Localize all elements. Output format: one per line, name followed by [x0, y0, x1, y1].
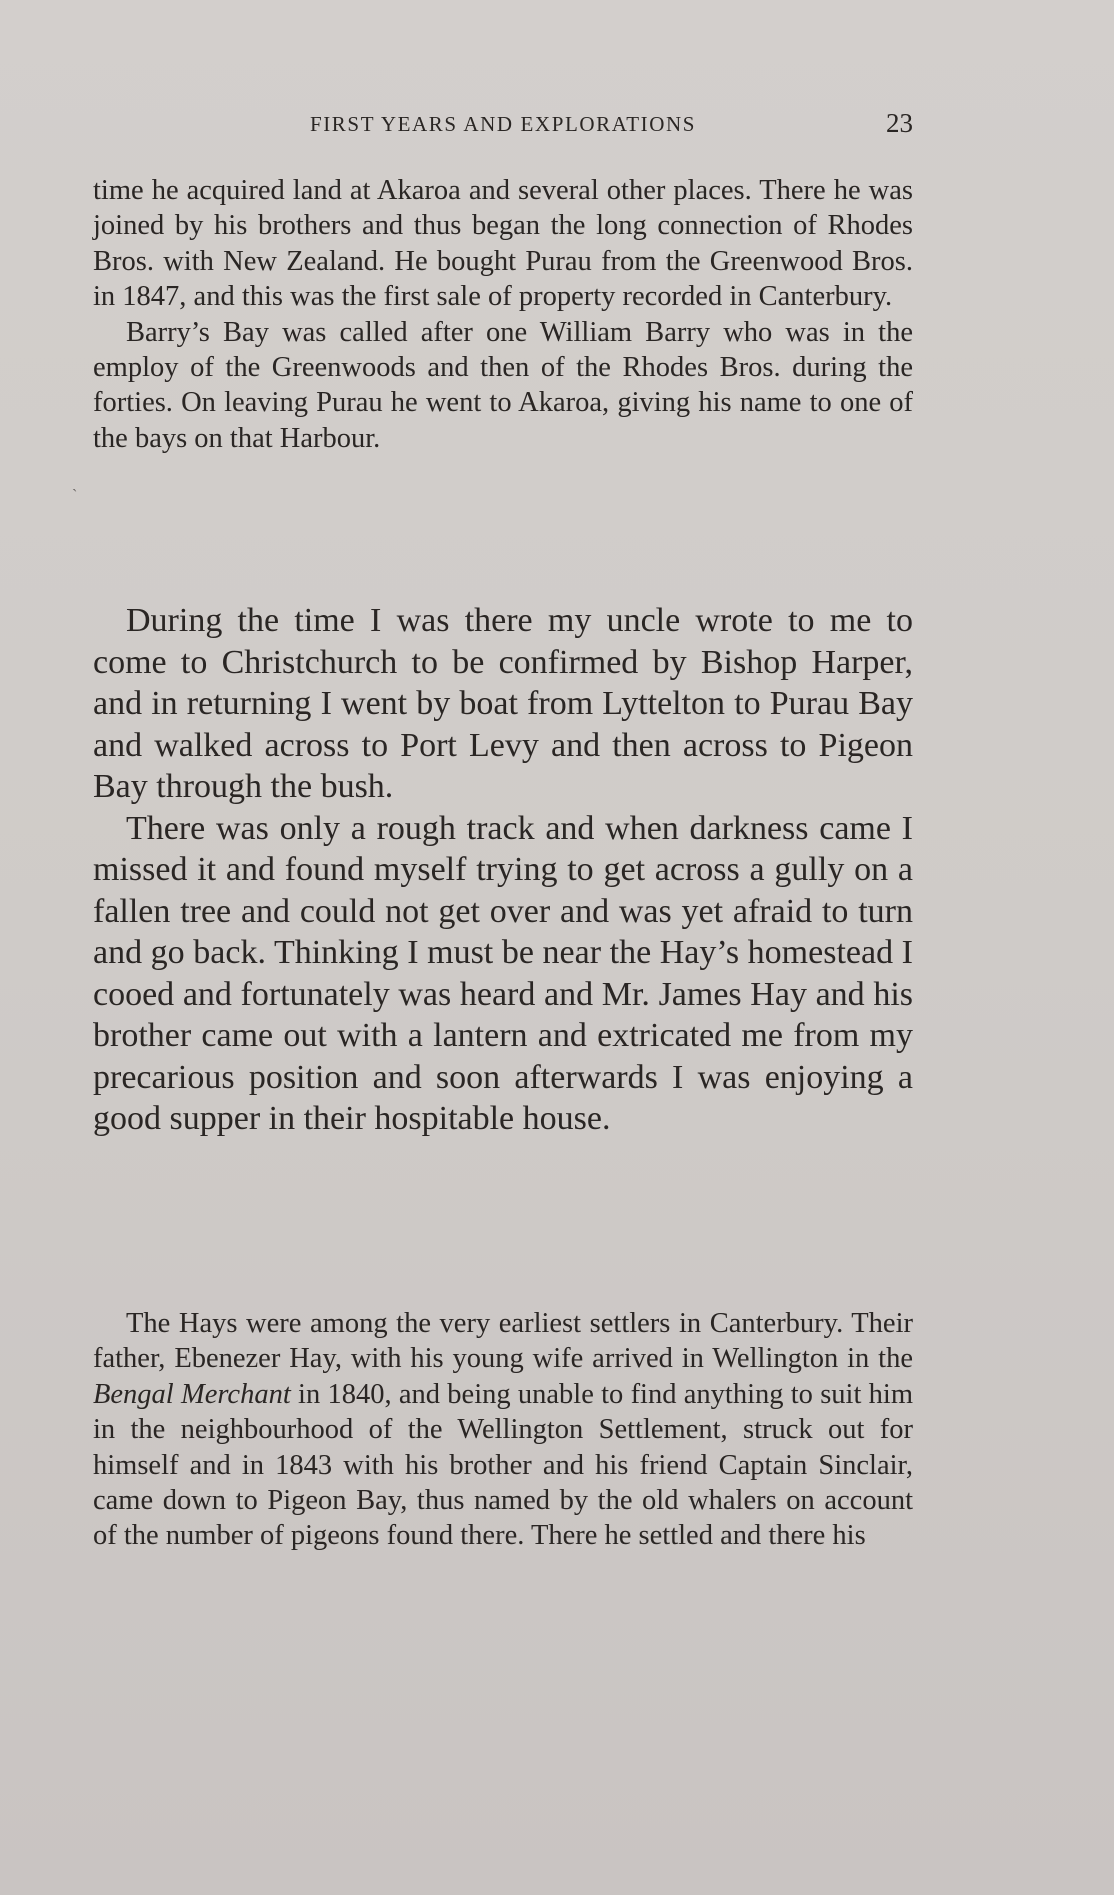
narrative-paragraph-2: There was only a rough track and when darkness came I missed it and found myself trying to get across a gully on a fallen tree and could not get over and was yet afraid to turn and go back. Thinking I must be near the Hay’s homestead I cooed and fortunately was heard and Mr. James Hay and his brother came out with a lantern and extricated me from my precarious position and soon afterwards I was enjoying a good supper in their hospitable house.: [93, 809, 913, 1137]
running-title: FIRST YEARS AND EXPLORATIONS: [309, 112, 697, 136]
main-narrative: [93, 600, 913, 1140]
note-text-start: The Hays were among the very earliest settlers in Canterbury. Their father, Ebenezer Hay, with his young wife arrived in Wellington in the: [93, 1308, 913, 1375]
note-text-end: in 1840, and being unable to find anything to suit him in the neighbourhood of the Wellington Settlement, struck out for himself and in 1843 with his brother and his friend Captain Sinclair, came down to Pigeon Bay, thus named by the old whalers on account of the number of pigeons found there. There he settled and there his: [93, 1378, 913, 1552]
ship-name: Bengal Merchant: [93, 1378, 291, 1410]
note-paragraph-1: time he acquired land at Akaroa and several other places. There he was joined by his brothers and thus began the long connection of Rhodes Bros. with New Zealand. He bought Purau from the Greenwood Bros. in 1847, and this was the first sale of property recorded in Canterbury.: [93, 175, 913, 313]
note-section-2: [93, 1306, 913, 1554]
note-paragraph-3: [93, 1306, 913, 1554]
note-paragraph-2: Barry’s Bay was called after one William Barry who was in the employ of the Greenwoods and then of the Rhodes Bros. during the forties. On leaving Purau he went to Akaroa, giving his name to one of the bays on that Harbour.: [93, 316, 913, 454]
stray-mark: `: [72, 487, 78, 504]
page-number: 23: [886, 108, 913, 138]
running-head: [93, 108, 913, 138]
narrative-paragraph-1: During the time I was there my uncle wrote to me to come to Christchurch to be confirmed by Bishop Harper, and in returning I went by boat from Lyttelton to Purau Bay and walked across to Port Levy and then across to Pigeon Bay through the bush.: [93, 602, 913, 805]
note-section-1: [93, 173, 913, 456]
